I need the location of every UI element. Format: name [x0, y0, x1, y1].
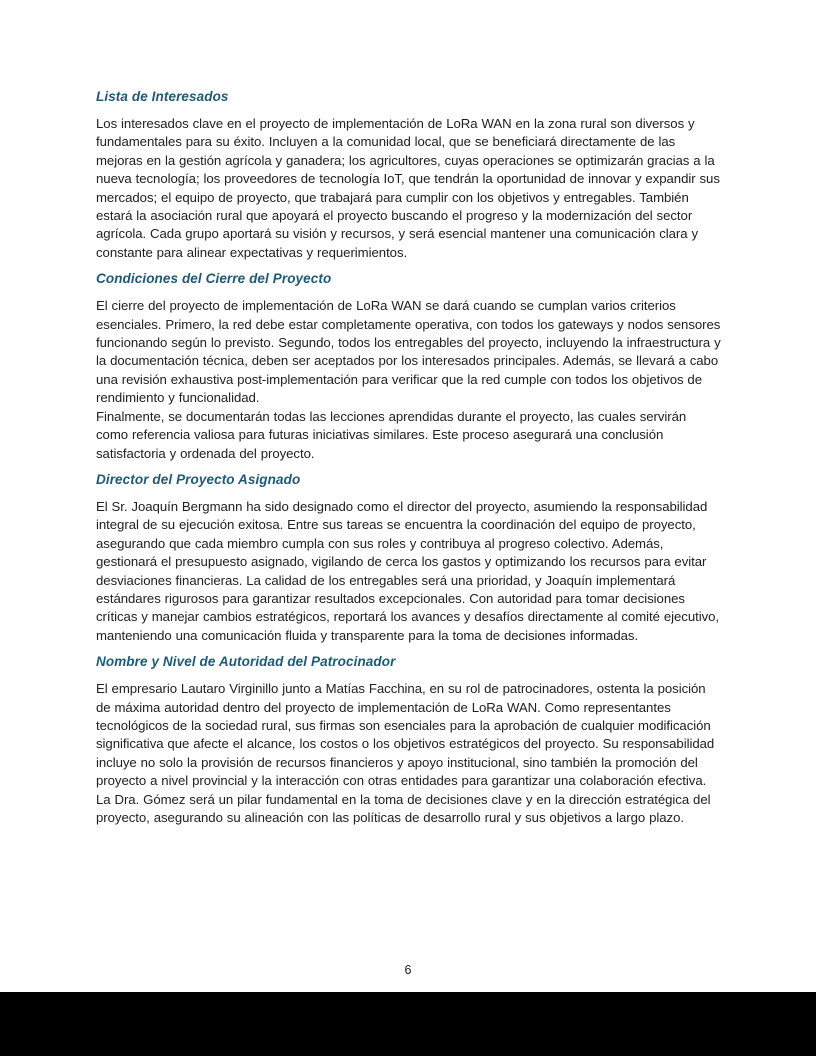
section-paragraph: El empresario Lautaro Virginillo junto a Matías Facchina, en su rol de patrocinadores, ostenta la posición de máxima autoridad dentro del proyecto de implementación de LoRa WAN. Como representantes tecnológicos de la sociedad rural, sus firmas son esenciales para la aprobación de cualquier modificación significativa que afecte el alcance, los costos o los objetivos estratégicos del proyecto. Su responsabilidad incluye no solo la provisión de recursos financieros y apoyo institucional, sino también la promoción del proyecto a nivel provincial y la interacción con otras entidades para garantizar una colaboración efectiva. La Dra. Gómez será un pilar fundamental en la toma de decisiones clave y en la dirección estratégica del proyecto, asegurando su alineación con las políticas de desarrollo rural y sus objetivos a largo plazo.	[96, 681, 715, 825]
section-paragraph: El cierre del proyecto de implementación de LoRa WAN se dará cuando se cumplan varios criterios esenciales. Primero, la red debe estar completamente operativa, con todos los gateways y nodos sensores funcionando según lo previsto. Segundo, todos los entregables del proyecto, incluyendo la infraestructura y la documentación técnica, deben ser aceptados por los interesados principales. Además, se llevará a cabo una revisión exhaustiva post-implementación para verificar que la red cumple con todos los objetivos de rendimiento y funcionalidad.	[96, 298, 721, 406]
section-director-asignado	[96, 472, 722, 645]
section-heading: Lista de Interesados	[96, 89, 229, 104]
page-number: 6	[404, 963, 412, 977]
section-paragraph: Finalmente, se documentarán todas las lecciones aprendidas durante el proyecto, las cuales servirán como referencia valiosa para futuras iniciativas similares. Este proceso asegurará una conclusión satisfactoria y ordenada del proyecto.	[96, 408, 687, 461]
section-heading: Nombre y Nivel de Autoridad del Patrocinador	[96, 654, 396, 670]
section-autoridad-patrocinador	[96, 654, 722, 827]
section-condiciones-del-cierre	[96, 271, 722, 463]
section-paragraph: El Sr. Joaquín Bergmann ha sido designado como el director del proyecto, asumiendo la responsabilidad integral de su ejecución exitosa. Entre sus tareas se encuentra la coordinación del equipo de proyecto, asegurando que cada miembro cumpla con sus roles y contribuya al progreso colectivo. Además, gestionará el presupuesto asignado, vigilando de cerca los gastos y optimizando los recursos para evitar desviaciones financieras. La calidad de los entregables será una prioridad, y Joaquín implementará estándares rigurosos para garantizar resultados excepcionales. Con autoridad para tomar decisiones críticas y manejar cambios estratégicos, reportará los avances y desafíos directamente al comité ejecutivo, manteniendo una comunicación fluida y transparente para la toma de decisiones informadas.	[96, 498, 720, 643]
bottom-black-bar	[0, 992, 816, 1056]
section-paragraph: Los interesados clave en el proyecto de implementación de LoRa WAN en la zona rural son diversos y fundamentales para su éxito. Incluyen a la comunidad local, que se beneficiará directamente de las mejoras en la gestión agrícola y ganadera; los agricultores, cuyas operaciones se optimizarán gracias a la nueva tecnología; los proveedores de tecnología IoT, que tendrán la oportunidad de innovar y expandir sus mercados; el equipo de proyecto, que trabajará para cumplir con los objetivos y entregables. También estará la asociación rural que apoyará el proyecto buscando el progreso y la modernización del sector agrícola. Cada grupo aportará su visión y recursos, y será esencial mantener una comunicación clara y constante para alinear expectativas y requerimientos.	[96, 116, 720, 260]
section-heading: Director del Proyecto Asignado	[96, 471, 301, 487]
section-heading: Condiciones del Cierre del Proyecto	[96, 271, 332, 287]
section-lista-de-interesados	[96, 89, 722, 262]
